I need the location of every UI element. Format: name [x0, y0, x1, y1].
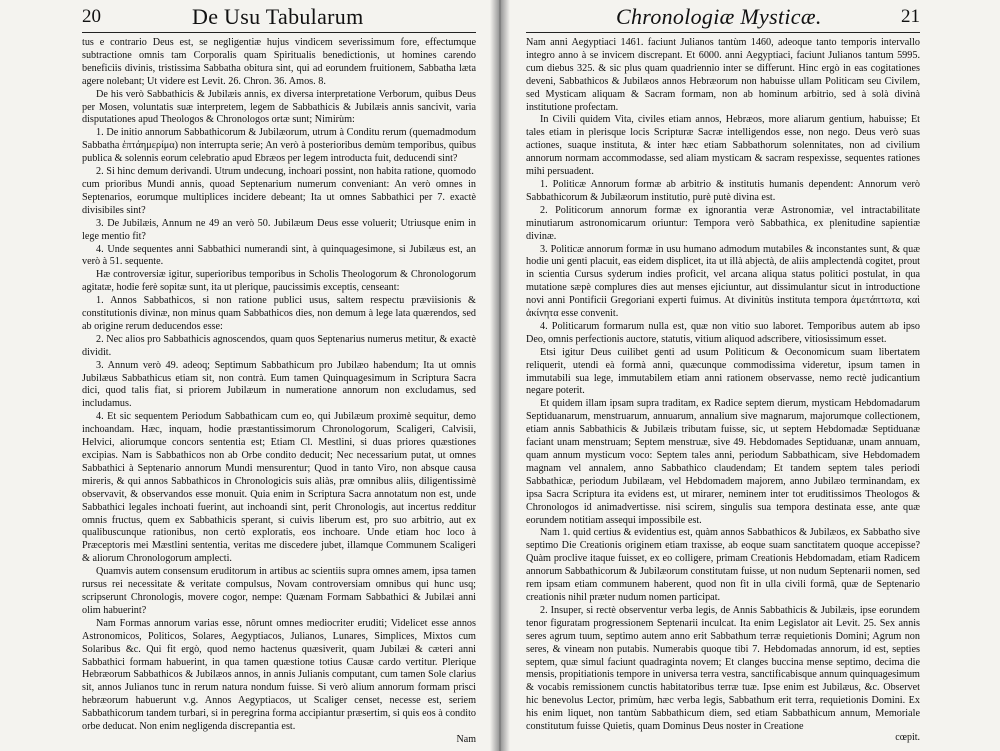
book-gutter	[490, 0, 510, 751]
right-page	[510, 0, 1000, 751]
left-page-body	[82, 37, 476, 733]
paragraph: Et quidem illam ipsam supra traditam, ex Radice septem dierum, mysticam Hebdomadarum Septiduanarum, menstruarum, annuarum, annalium sive magnarum, majorumque collectionem, etiam annis Sabbathicis & Jubilæis tributam fuisse, sic, ut septem Hebdomadæ Septiduanæ faciant unam menstruam; Septem menstruæ, sive 49. Hebdomades Septiduanæ, unam annuam, quam annum mysticum voco: Septem tales anni, periodum Sabbathicam, sive Hebdomadem magnam vel annalem, anno Sabbathico claudendam; Et tandem septem tales periodi Sabbathicæ, periodum Jubilæam, vel Hebdomadem majorem, anno Jubilæo terminandam, ex ipsa Sacra Scriptura ita evidens est, ut mirarer, neminem inter tot eruditissimos Theologos & Chronologos id animadvertisse. nisi scirem, singulis sua tempora destinata esse, ante quæ eorundem notitiam assequi impossibile est.	[526, 398, 920, 526]
paragraph: 3. Politicæ annorum formæ in usu humano admodum mutabiles & inconstantes sunt, & quæ hodie uni genti placuit, eas eidem displicet, ita ut illà abjectà, de aliis amplectendà cogitet, prout in scientia Cursus syderum indies proficit, vel arcana aliqua status politici postulat, in qua mutatione sæpè complures dies aut menses ejiciuntur, aut dissimulantur sicut in introductione novi anni Pontificii Gregoriani experti fuimus. At divinitùs instituta tempora ἀμετάπτωτα, καὶ ἀκίνητα esse convenit.	[526, 243, 920, 320]
paragraph: Hæ controversiæ igitur, superioribus temporibus in Scholis Theologorum & Chronologorum agitatæ, hodie ferè sopitæ sunt, ita ut plerique, paucissimis exceptis, censeant:	[82, 269, 476, 294]
paragraph: 1. Annos Sabbathicos, si non ratione publici usus, saltem respectu præviisionis & constitutionis divinæ, non minus quam Sabbathicos dies, non demum à lege lata quærendos, sed ab origine rerum deducendos esse:	[82, 295, 476, 332]
paragraph: tus e contrario Deus est, se negligentiæ hujus vindicem severissimum fore, effectumque subtractione omnis tam Corporalis quam Spiritualis benedictionis, ut homines carendo beneficiis divinis, tristissima Sabbatha obitura sint, qui ad eorundem fruitionem, Sabbatha læta agere nolebant; Ut videre est Levit. 26. Chron. 36. Amos. 8.	[82, 37, 476, 87]
right-page-body	[526, 37, 920, 733]
paragraph: De his verò Sabbathicis & Jubilæis annis, ex diversa interpretatione Verborum, quibus Deus per Mosen, voluntatis suæ interpretem, legem de Sabbathicis & Jubilæis annis sancivit, varia disputationes apud Theologos & Chronologos ortæ sunt; Nimirùm:	[82, 88, 476, 126]
paragraph: Quamvis autem consensum eruditorum in artibus ac scientiis supra omnes amem, ipsa tamen rursus rei necessitate & veritate compulsus, Novam controversiam omnibus qui hunc usq; scripserunt Chronologis, movere cogor, nempe: Quænam Formam Sabbathici & Jubilæi anni olim habuerint?	[82, 566, 476, 616]
running-head: Chronologiæ Mysticæ.	[616, 4, 822, 29]
paragraph: 4. Et sic sequentem Periodum Sabbathicam cum eo, qui Jubilæum proximè sequitur, demo inchoandam. Hæc, inquam, hodie præstantissimorum Chronologorum, Scaligeri, Calvisii, Helvici, aliorumque concors sententia est; Etiam Cl. Mestlini, si duas priores quæstiones excipias. Nam is Sabbathicos non ab Orbe condito deducit; Nec necessarium putat, ut omnes Sabbathici à Septenario annorum Mundi mensurentur; Quod in tanto Viro, non absque causa mireris, & qui annos Sabbathicos in Chronologicis suis aliàs, præ omnibus aliis, diligentissimè observavit, & observandos esse monuit. Quia enim in Scriptura Sacra annotatum non est, unde Sabbathici legales inchoati fuerint, aut inchoandi sint, perit Chronologis, aut incertus redditur omnis fructus, quem ex Sabbathicis sperant, si cuivis liberum est, pro suo arbitrio, aut ex qualibuscunque rationibus, non certò exploratis, eos inchoare. Unde etiam hoc loco à Præceptoris mei Mæstlini sententia, veritas me discedere jubet, illamque Communem Scaligeri & aliorum Chronologorum amplecti.	[82, 411, 476, 565]
running-head: De Usu Tabularum	[192, 4, 364, 29]
paragraph: 2. Nec alios pro Sabbathicis agnoscendos, quam quos Septenarius numerus metitur, & exactè dividit.	[82, 333, 476, 358]
paragraph: 3. Annum verò 49. adeoq; Septimum Sabbathicum pro Jubilæo habendum; Ita ut omnis Jubilæus Sabbathicus etiam sit, non contrà. Eum tamen Quinquagesimum in Scriptura Sacra dici, quod talis fiat, si priorem Jubilæum in numeratione annorum non excludamus, sed includamus.	[82, 359, 476, 410]
right-page-header	[526, 6, 920, 33]
paragraph: Etsi igitur Deus cuilibet genti ad usum Politicum & Oeconomicum suam libertatem reliquerit, utendi eà formà anni, quæcunque commodissima videretur, ipsum tamen in immutabili sua lege, immutabilem etiam anni rationem observasse, nemo rectè judicantium negare poterit.	[526, 346, 920, 397]
paragraph: 1. De initio annorum Sabbathicorum & Jubilæorum, utrum à Conditu rerum (quemadmodum Sabbatha ἑπτάημερίμα) non interrupta serie; An verò à posterioribus demùm temporibus, quibus publica & solennis eorum celebratio apud Ebræos per legem introducta fuit, deducendi sint?	[82, 127, 476, 165]
page-number: 21	[901, 6, 920, 27]
catchword: cœpit.	[895, 732, 920, 743]
catchword: Nam	[456, 734, 476, 745]
paragraph: In Civili quidem Vita, civiles etiam annos, Hebræos, more aliarum gentium, habuisse; Et tales etiam in plerisque locis Scripturæ Sacræ intelligendos esse, non nego. Deus verò suas actiones, suaque instituta, & inter hæc etiam Sabbathorum solennitates, non ad civilium annorum normam accommodasse, sed aliam mysticam & sacram respexisse, sequentes rationes mihi persuadent.	[526, 114, 920, 178]
left-page-header	[82, 6, 476, 33]
paragraph: 1. Politicæ Annorum formæ ab arbitrio & institutis humanis dependent: Annorum verò Sabbathicorum & Jubilæorum institutio, purè putè divina est.	[526, 178, 920, 203]
paragraph: 3. De Jubilæis, Annum ne 49 an verò 50. Jubilæum Deus esse voluerit; Utriusque enim in lege mentio fit?	[82, 217, 476, 242]
paragraph: 4. Politicarum formarum nulla est, quæ non vitio suo laboret. Temporibus autem ab ipso Deo, omnis perfectionis auctore, statutis, vitium aliquod adscribere, vitiosissimum esset.	[526, 320, 920, 345]
left-page	[0, 0, 490, 751]
paragraph: 2. Insuper, si rectè observentur verba legis, de Annis Sabbathicis & Jubilæis, ipse eorundem tenor figuratam progressionem Septenarii inculcat. Ita enim Legislator ait Levit. 25. Sex annis seres agrum tuum, septimo autem anno erit Sabbathum terræ requietionis Domini; Agrum non seres, & vineam non putabis. Numerabis quoque tibi 7. Hebdomadas annorum, id est, septies septem, quæ simul faciunt quadraginta novem; Et clanges buccina mense septimo, decima die mensis, propitiationis tempore in universa terra vestra, sanctificabisque annum quinquagesimum & vocabis remissionem cunctis habitatoribus terræ tuæ. Ipse enim est Jubilæus, &c. Observet hic benevolus Lector, primùm, hæc verba legis, Sabbathum erit terra, requietionis Domini. Ex his enim liquet, non tantùm Sabbathicum diem, sed etiam Sabbathicum annum, Memoriale constitutum fuisse Quietis, quam Dominus Deus noster in Creatione	[526, 604, 920, 733]
paragraph: Nam Formas annorum varias esse, nôrunt omnes mediocriter eruditi; Videlicet esse annos Astronomicos, Politicos, Solares, Aegyptiacos, Julianos, Lunares, Simplices, Mixtos cum Solaribus &c. Qui fit ergò, quod nemo hactenus quæsiverit, quam Jubilæi & cæteri anni Sabbathici formam habuerint, in qua tamen quæstione totius Causæ cardo vertitur. Plerique Hebræorum Sabbathicos & Jubilæos annos, in annis Julianis computant, cum tamen Sole clarius sit, annos Julianos tunc in rerum natura nondum fuisse. Si verò alium annorum formam prisci hebræorum habuerunt v.g. Annos Aegyptiacos, ut Scaliger censet, necesse est, seriem Sabbathicorum tandem turbari, si in peregrina forma accipiantur præsertim, si quis eos à condito orbe deducat. Non enim negligenda discrepantia est.	[82, 617, 476, 733]
paragraph: 2. Politicorum annorum formæ ex ignorantia veræ Astronomiæ, vel intractabilitate minutiarum astronomicarum oriuntur: Tempora verò Sabbathica, ex plenitudine sapientiæ divinæ.	[526, 204, 920, 242]
paragraph: 4. Unde sequentes anni Sabbathici numerandi sint, à quinquagesimone, si Jubilæus est, an verò à 51. sequente.	[82, 243, 476, 268]
paragraph: Nam 1. quid certius & evidentius est, quàm annos Sabbathicos & Jubilæos, ex Sabbatho sive septimo Die Creationis originem etiam traxisse, ab eoque suam sanctitatem quoque accepisse? Quàm proclive itaque fuisset, ex eo colligere, primam Creationis Hebdomadam, etiam Radicem annorum Sabbathicorum & Jubilæorum constitutam fuisse, ut non nudum Septenarii nomen, sed rem ipsam etiam communem haberent, quod non fit in ulla civili formâ, quæ de Septenario creationis nihil præter nudum nomen participat.	[526, 527, 920, 603]
paragraph: Nam anni Aegyptiaci 1461. faciunt Julianos tantùm 1460, adeoque tanto temporis intervallo integro anno à se invicem discrepant. Et 6000. anni Aegyptiaci, faciunt Julianos tantum 5995. cum diebus 325. & sic plus quam quadriennio inter se differunt. Hinc ergò in eas cogitationes deveni, Sabbathicos & Jubilæos annos Hebræorum non habuisse ullam Politicam seu Civilem, sed Mysticam aliquam & Sacram formam, non ab hominum arbitrio, sed à solà divinà institutione profectam.	[526, 37, 920, 113]
page-number: 20	[82, 6, 101, 27]
paragraph: 2. Si hinc demum derivandi. Utrum undecung, inchoari possint, non habita ratione, quomodo cum prioribus Mundi annis, quoad Septenarium numerum conveniant: An verò omnes in Septenarios, eorumque multiplices incidere debeant; Ita ut omnes Sabbathici per 7. exactè divisibiles sint?	[82, 166, 476, 216]
